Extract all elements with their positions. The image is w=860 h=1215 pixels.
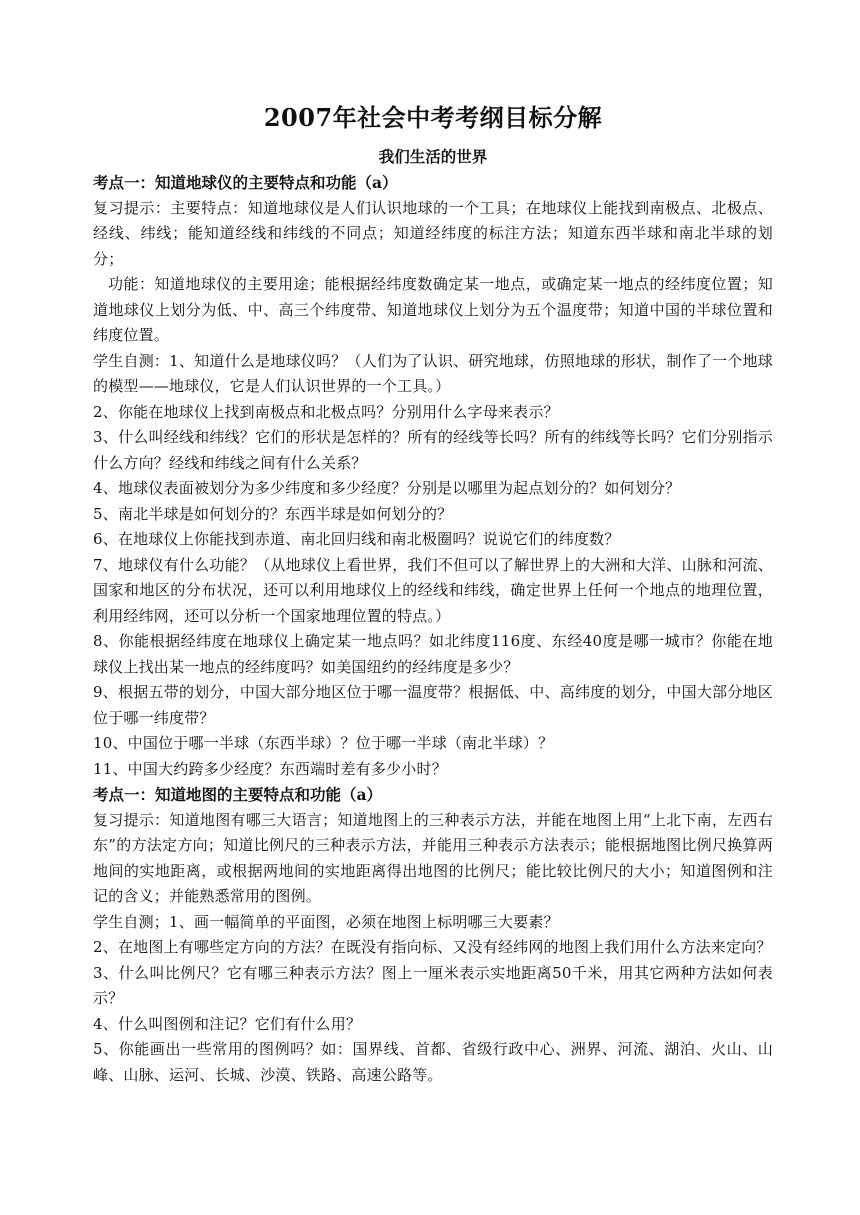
section-heading: 考点一：知道地图的主要特点和功能（a）: [93, 785, 383, 804]
section-heading: 考点一：知道地球仪的主要特点和功能（a）: [93, 173, 398, 192]
question-item: 4、什么叫图例和注记？它们有什么用？: [93, 1014, 362, 1033]
section-map: [93, 782, 773, 1088]
question-item: 4、地球仪表面被划分为多少纬度和多少经度？分别是以哪里为起点划分的？如何划分？: [93, 479, 681, 497]
document-subtitle: 我们生活的世界: [378, 147, 488, 166]
question-item: 学生自测：1、知道什么是地球仪吗？（人们为了认识、研究地球，仿照地球的形状，制作了一个地球的模型——地球仪，它是人们认识世界的一个工具。）: [93, 351, 773, 395]
question-item: 10、中国位于哪一半球（东西半球）？位于哪一半球（南北半球）？: [93, 734, 554, 752]
question-item: 8、你能根据经纬度在地球仪上确定某一地点吗？如北纬度116度、东经40度是哪一城市？你能在地球仪上找出某一地点的经纬度吗？如美国纽约的经纬度是多少？: [93, 632, 773, 676]
question-item: 7、地球仪有什么功能？（从地球仪上看世界，我们不但可以了解世界上的大洲和大洋、山脉和河流、国家和地区的分布状况，还可以利用地球仪上的经线和纬线，确定世界上任何一个地点的地理位置，利用经纬网，还可以分析一个国家地理位置的特点。）: [93, 555, 773, 625]
question-item: 3、什么叫经线和纬线？它们的形状是怎样的？所有的经线等长吗？所有的纬线等长吗？它们分别指示什么方向？经线和纬线之间有什么关系？: [93, 428, 773, 472]
question-item: 5、你能画出一些常用的图例吗？如：国界线、首都、省级行政中心、洲界、河流、湖泊、火山、山峰、山脉、运河、长城、沙漠、铁路、高速公路等。: [93, 1040, 773, 1084]
question-item: 5、南北半球是如何划分的？东西半球是如何划分的？: [93, 504, 453, 523]
question-item: 6、在地球仪上你能找到赤道、南北回归线和南北极圈吗？说说它们的纬度数？: [93, 530, 620, 548]
question-item: 2、你能在地球仪上找到南极点和北极点吗？分别用什么字母来表示？: [93, 402, 559, 421]
function-tips: 功能：知道地球仪的主要用途；能根据经纬度数确定某一地点，或确定某一地点的经纬度位置；知道地球仪上划分为低、中、高三个纬度带、知道地球仪上划分为五个温度带；知道中国的半球位置和纬度位置。: [93, 275, 773, 344]
question-item: 3、什么叫比例尺？它有哪三种表示方法？图上一厘米表示实地距离50千米，用其它两种方法如何表示？: [93, 963, 773, 1007]
document-title: 2007年社会中考考纲目标分解: [263, 103, 603, 132]
review-tips: 复习提示：知道地图有哪三大语言；知道地图上的三种表示方法，并能在地图上用“上北下南，左西右东”的方法定方向；知道比例尺的三种表示方法，并能用三种表示方法表示；能根据地图比例尺换算两地间的实地距离，或根据两地间的实地距离得出地图的比例尺；能比较比例尺的大小；知道图例和注记的含义；并能熟悉常用的图例。: [93, 810, 773, 905]
question-item: 2、在地图上有哪些定方向的方法？在既没有指向标、又没有经纬网的地图上我们用什么方法来定向？: [93, 938, 772, 956]
section-globe: [93, 170, 773, 782]
question-item: 11、中国大约跨多少经度？东西端时差有多少小时？: [93, 759, 447, 778]
document-page: [93, 98, 773, 1088]
question-item: 9、根据五带的划分，中国大部分地区位于哪一温度带？根据低、中、高纬度的划分，中国大部分地区位于哪一纬度带？: [93, 683, 773, 727]
review-tips: 复习提示：主要特点：知道地球仪是人们认识地球的一个工具；在地球仪上能找到南极点、北极点、经线、纬线；能知道经线和纬线的不同点；知道经纬度的标注方法；知道东西半球和南北半球的划分；: [93, 198, 773, 268]
question-item: 学生自测；1、画一幅简单的平面图，必须在地图上标明哪三大要素？: [93, 912, 559, 931]
